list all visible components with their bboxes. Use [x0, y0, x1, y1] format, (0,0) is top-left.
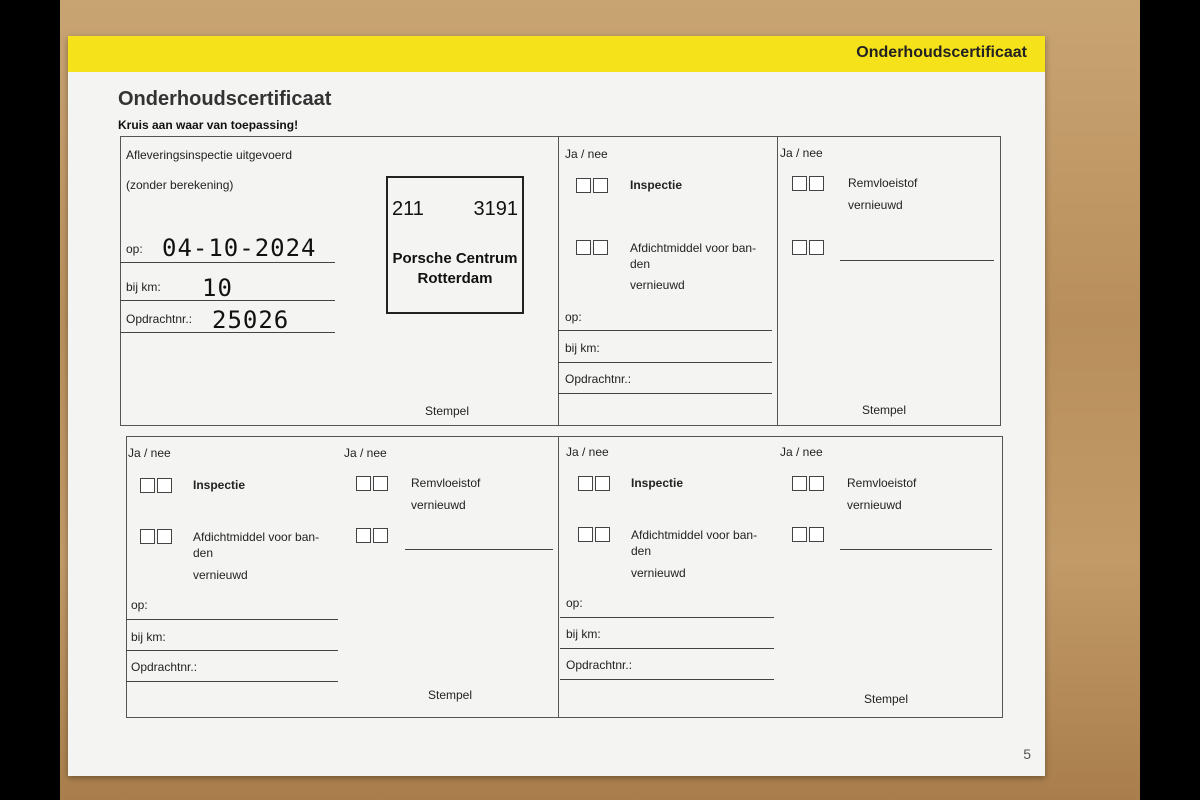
- delivery-km-line: [120, 300, 335, 301]
- br-ja-nee-2: Ja / nee: [780, 445, 823, 459]
- dealer-stamp: [386, 176, 524, 314]
- bl-op-label: op:: [131, 598, 148, 612]
- bl-vernieuwd: vernieuwd: [193, 568, 248, 582]
- br-km-line: [560, 648, 774, 649]
- stamp-number-left: 211: [392, 198, 424, 220]
- top-mid-km-line: [558, 362, 772, 363]
- br-remvloeistof-vernieuwd: vernieuwd: [847, 498, 902, 512]
- top-mid-afdicht-line1: Afdichtmiddel voor ban-: [630, 241, 757, 255]
- delivery-km-value: 10: [202, 274, 233, 302]
- top-right-stamp-label: Stempel: [862, 403, 907, 417]
- br-remvloeistof-label: Remvloeistof: [847, 476, 917, 490]
- band-title: Onderhoudscertificaat: [856, 44, 1027, 61]
- delivery-stamp-label: Stempel: [425, 404, 470, 418]
- top-mid-afdicht-line2: den: [630, 257, 651, 271]
- br-order-line: [560, 679, 774, 680]
- bottom-divider: [558, 436, 559, 718]
- delivery-op-label: op:: [126, 242, 143, 256]
- top-mid-ja-nee: Ja / nee: [565, 147, 608, 161]
- delivery-op-line: [120, 262, 335, 263]
- bl-ja-nee-2: Ja / nee: [344, 446, 387, 460]
- top-mid-order-line: [558, 393, 772, 394]
- br-km-label: bij km:: [566, 627, 601, 641]
- top-mid-inspectie-checkboxes[interactable]: [576, 178, 608, 193]
- top-right-ja-nee: Ja / nee: [780, 146, 823, 160]
- bl-km-label: bij km:: [131, 630, 166, 644]
- top-mid-op-line: [558, 330, 772, 331]
- delivery-op-value: 04-10-2024: [162, 234, 317, 262]
- top-mid-afdicht-checkboxes[interactable]: [576, 240, 608, 255]
- top-mid-km-label: bij km:: [565, 341, 600, 355]
- top-mid-order-label: Opdrachtnr.:: [565, 372, 632, 386]
- bl-km-line: [126, 650, 338, 651]
- bl-afdicht-checkboxes[interactable]: [140, 529, 172, 544]
- bl-inspectie-checkboxes[interactable]: [140, 478, 172, 493]
- stamp-name-line2: Rotterdam: [417, 270, 493, 287]
- page-title: Onderhoudscertificaat: [118, 88, 332, 110]
- top-mid-op-label: op:: [565, 310, 582, 324]
- br-inspectie-label: Inspectie: [631, 476, 684, 490]
- top-divider-2: [777, 136, 778, 426]
- br-order-label: Opdrachtnr.:: [566, 658, 633, 672]
- br-extra-line: [840, 549, 992, 550]
- bl-order-label: Opdrachtnr.:: [131, 660, 198, 674]
- top-mid-vernieuwd: vernieuwd: [630, 278, 685, 292]
- top-right-vernieuwd: vernieuwd: [848, 198, 903, 212]
- delivery-line2: (zonder berekening): [126, 178, 234, 192]
- br-afdicht-checkboxes[interactable]: [578, 527, 610, 542]
- br-remvloeistof-checkboxes[interactable]: [792, 476, 824, 491]
- bl-afdicht-line2: den: [193, 546, 214, 560]
- certificate-page: [68, 36, 1045, 776]
- bl-stamp-label: Stempel: [428, 688, 473, 702]
- br-op-label: op:: [566, 596, 583, 610]
- delivery-order-label: Opdrachtnr.:: [126, 312, 193, 326]
- bl-remvloeistof-label: Remvloeistof: [411, 476, 481, 490]
- br-inspectie-checkboxes[interactable]: [578, 476, 610, 491]
- stamp-number-right: 3191: [473, 198, 518, 220]
- br-afdicht-line2: den: [631, 544, 652, 558]
- top-right-extra-checkboxes[interactable]: [792, 240, 824, 255]
- br-afdicht-line1: Afdichtmiddel voor ban-: [631, 528, 758, 542]
- br-vernieuwd: vernieuwd: [631, 566, 686, 580]
- bl-afdicht-line1: Afdichtmiddel voor ban-: [193, 530, 320, 544]
- bl-extra-line: [405, 549, 553, 550]
- stamp-name-line1: Porsche Centrum: [392, 250, 518, 267]
- bl-remvloeistof-vernieuwd: vernieuwd: [411, 498, 466, 512]
- br-extra-checkboxes[interactable]: [792, 527, 824, 542]
- delivery-line1: Afleveringsinspectie uitgevoerd: [126, 148, 293, 162]
- bl-op-line: [126, 619, 338, 620]
- top-mid-inspectie-label: Inspectie: [630, 178, 683, 192]
- br-stamp-label: Stempel: [864, 692, 909, 706]
- top-divider-1: [558, 136, 559, 426]
- delivery-km-label: bij km:: [126, 280, 161, 294]
- delivery-order-line: [120, 332, 335, 333]
- bl-remvloeistof-checkboxes[interactable]: [356, 476, 388, 491]
- br-ja-nee-1: Ja / nee: [566, 445, 609, 459]
- page-number: 5: [1023, 746, 1031, 762]
- top-right-remvloeistof-checkboxes[interactable]: [792, 176, 824, 191]
- br-op-line: [560, 617, 774, 618]
- top-right-remvloeistof-label: Remvloeistof: [848, 176, 918, 190]
- page-subtitle: Kruis aan waar van toepassing!: [118, 118, 299, 132]
- bl-extra-checkboxes[interactable]: [356, 528, 388, 543]
- bl-ja-nee-1: Ja / nee: [128, 446, 171, 460]
- header-band: [68, 36, 1045, 72]
- top-right-extra-line: [840, 260, 994, 261]
- delivery-order-value: 25026: [212, 306, 290, 334]
- bl-inspectie-label: Inspectie: [193, 478, 246, 492]
- bl-order-line: [126, 681, 338, 682]
